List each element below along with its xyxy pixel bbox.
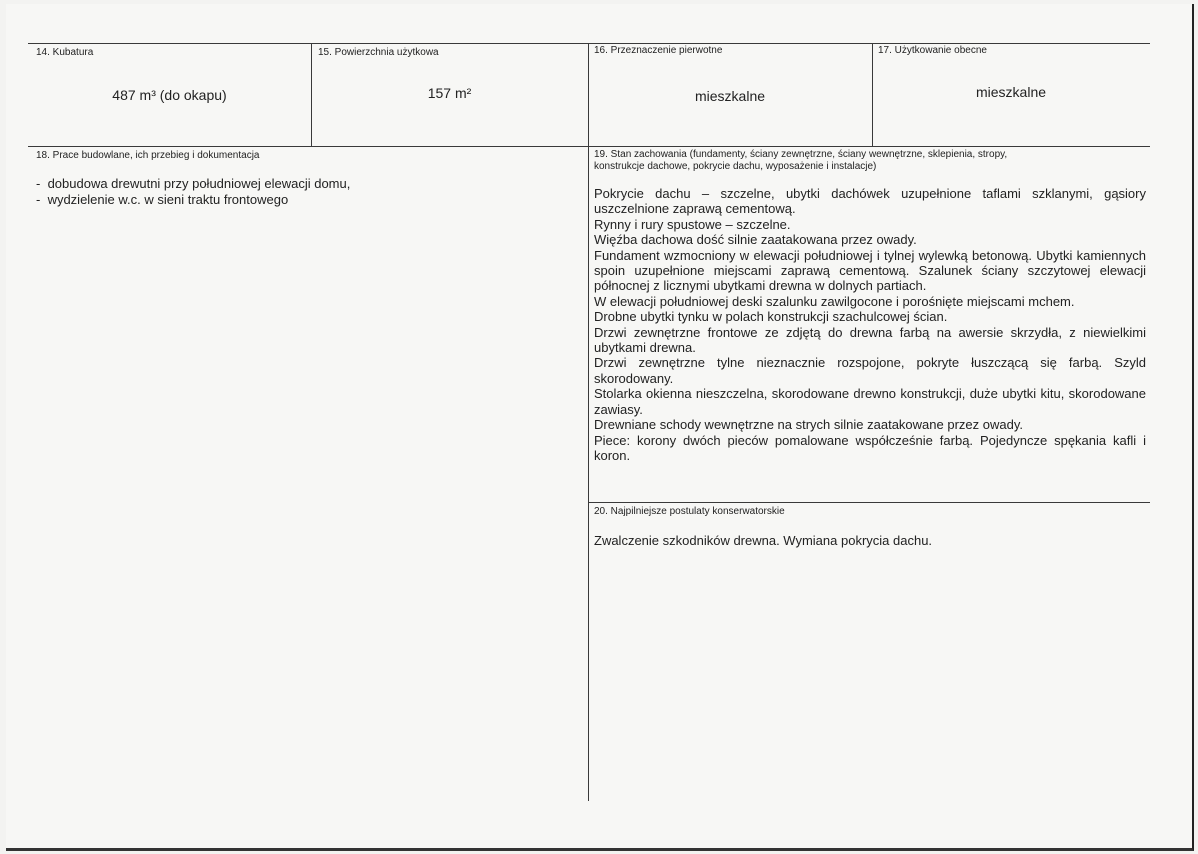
text-line: Pokrycie dachu – szczelne, ubytki dachówek uzupełnione taflami szklanymi, gąsiory uszczelnione zaprawą cementową. bbox=[594, 186, 1146, 217]
list-item: - wydzielenie w.c. w sieni traktu frontowego bbox=[36, 192, 576, 208]
text-line: W elewacji południowej deski szalunku zawilgocone i porośnięte miejscami mchem. bbox=[594, 293, 1075, 309]
powierzchnia-label: 15. Powierzchnia użytkowa bbox=[318, 47, 439, 58]
top-rule bbox=[28, 43, 1150, 44]
section20-top-rule bbox=[588, 502, 1150, 503]
powierzchnia-value: 157 m² bbox=[427, 85, 472, 101]
postulaty-label: 20. Najpilniejsze postulaty konserwatorskie bbox=[594, 506, 785, 517]
stan-zachowania-label-line2: konstrukcje dachowe, pokrycie dachu, wyposażenie i instalacje) bbox=[594, 161, 877, 172]
kubatura-value: 487 m³ (do okapu) bbox=[112, 87, 227, 103]
text-line: Stolarka okienna nieszczelna, skorodowane drewno konstrukcji, duże ubytki kitu, skorodowane zawiasy. bbox=[594, 386, 1146, 417]
kubatura-label: 14. Kubatura bbox=[36, 47, 94, 58]
przeznaczenie-label: 16. Przeznaczenie pierwotne bbox=[594, 45, 723, 56]
uzytkowanie-label: 17. Użytkowanie obecne bbox=[878, 45, 987, 56]
text-line: Drewniane schody wewnętrzne na strych silnie zaatakowane przez owady. bbox=[594, 417, 1023, 433]
divider-main bbox=[588, 43, 589, 801]
text-line: Rynny i rury spustowe – szczelne. bbox=[594, 216, 791, 232]
prace-budowlane-list bbox=[36, 176, 576, 208]
text-line: Drobne ubytki tynku w polach konstrukcji szachulcowej ścian. bbox=[594, 309, 948, 325]
stan-zachowania-text bbox=[594, 186, 1146, 463]
uzytkowanie-value: mieszkalne bbox=[975, 84, 1047, 100]
row1-bottom-rule bbox=[28, 146, 1150, 147]
text-line: Drzwi zewnętrzne tylne nieznacznie rozspojone, pokryte łuszczącą się farbą. Szyld skorodowany. bbox=[594, 355, 1146, 386]
postulaty-text: Zwalczenie szkodników drewna. Wymiana pokrycia dachu. bbox=[594, 533, 933, 548]
list-item: - dobudowa drewutni przy południowej elewacji domu, bbox=[36, 176, 576, 192]
text-line: Więźba dachowa dość silnie zaatakowana przez owady. bbox=[594, 232, 917, 248]
stan-zachowania-label-line1: 19. Stan zachowania (fundamenty, ściany zewnętrzne, ściany wewnętrzne, sklepienia, stropy, bbox=[594, 149, 1008, 160]
text-line: Fundament wzmocniony w elewacji południowej i tylnej wylewką betonową. Ubytki kamiennych spoin uzupełnione miejscami zaprawą cementową. Szalunek ściany szczytowej elewacji północnej z licznymi ubytkami drewna w dolnych partiach. bbox=[594, 247, 1146, 294]
przeznaczenie-value: mieszkalne bbox=[694, 88, 766, 104]
prace-budowlane-label: 18. Prace budowlane, ich przebieg i dokumentacja bbox=[36, 150, 260, 161]
text-line: Drzwi zewnętrzne frontowe ze zdjętą do drewna farbą na awersie skrzydła, z niewielkimi ubytkami drewna. bbox=[594, 324, 1146, 356]
text-line: Piece: korony dwóch pieców pomalowane współcześnie farbą. Pojedyncze spękania kafli i koron. bbox=[594, 432, 1146, 463]
